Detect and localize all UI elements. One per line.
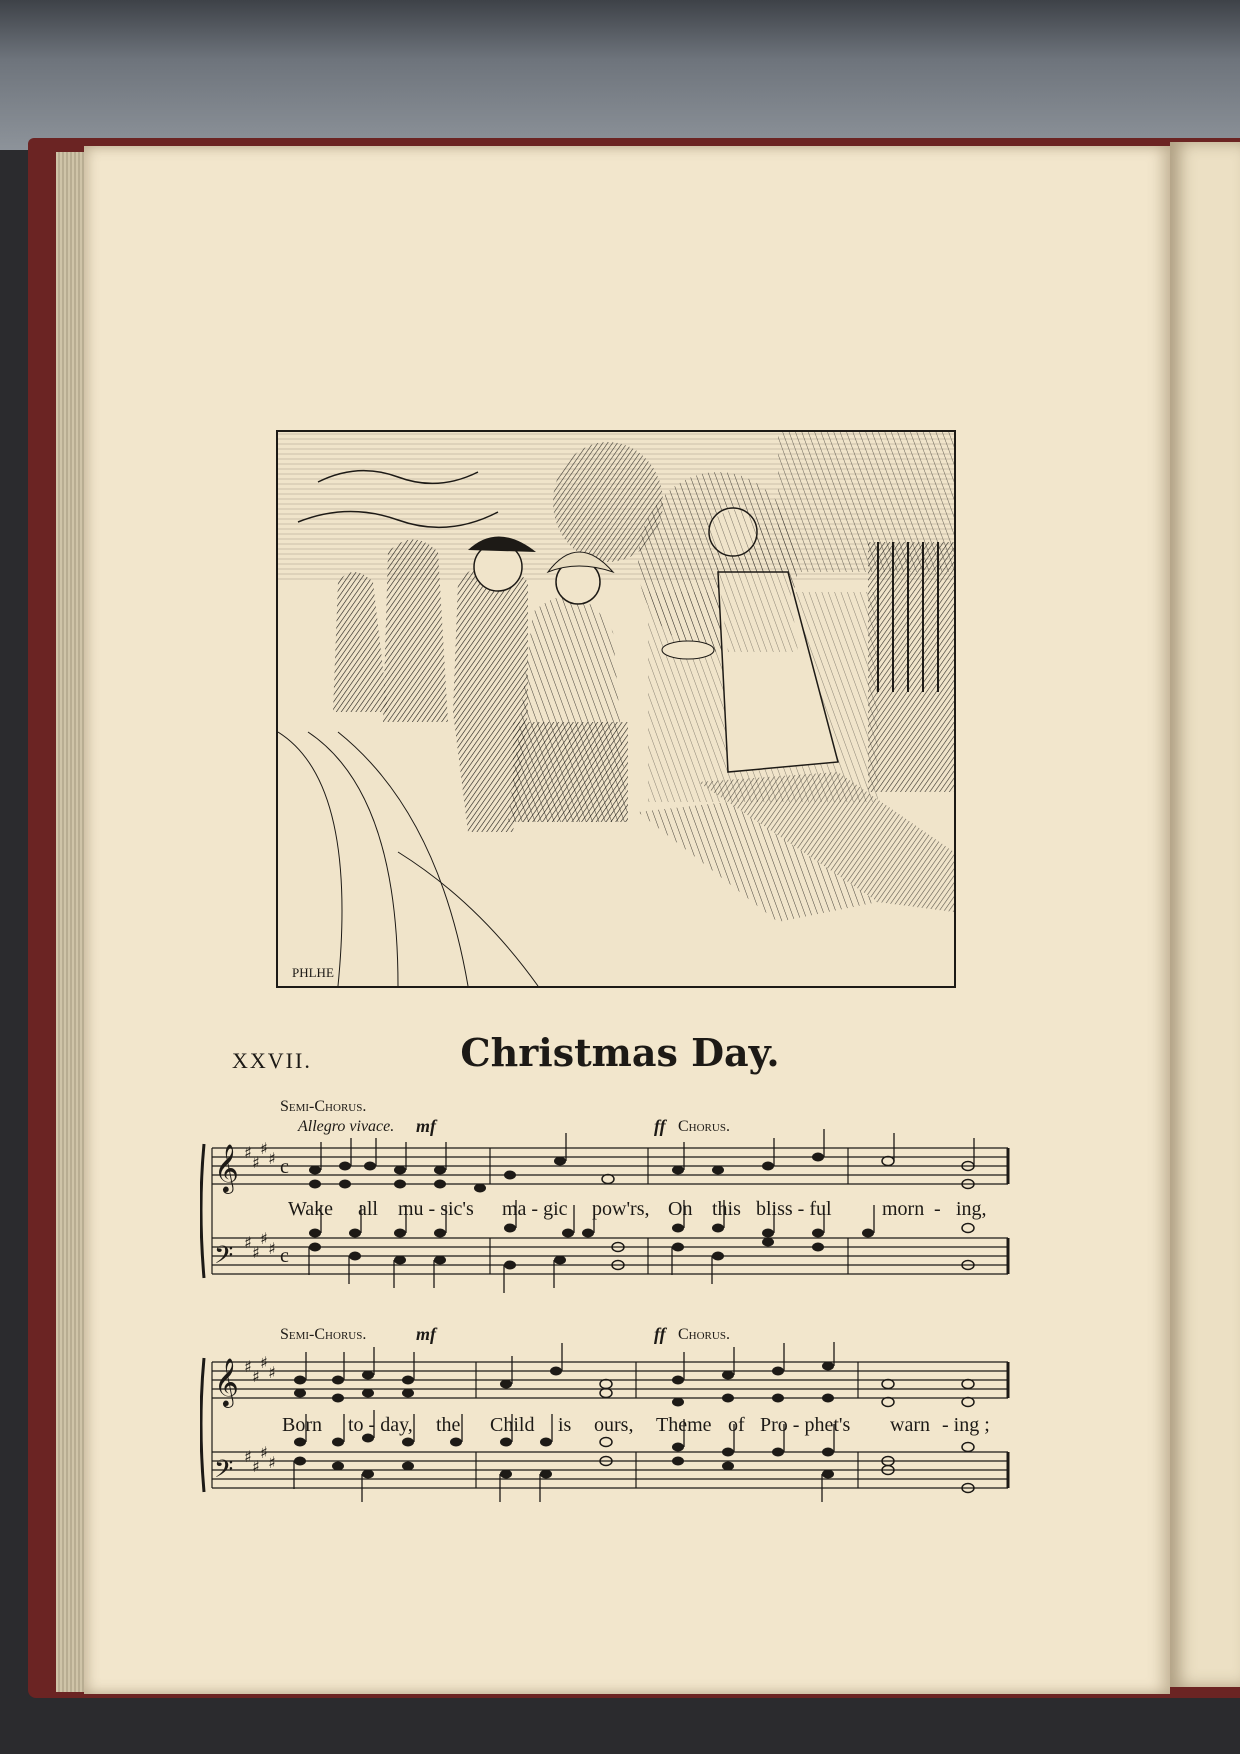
svg-text:♯: ♯ (244, 1357, 252, 1376)
dynamic-ff: ff (654, 1116, 666, 1136)
lyric-2-9: Pro - phet's (760, 1414, 851, 1436)
svg-text:♯: ♯ (244, 1143, 252, 1162)
tempo-marking: Allegro vivace. (298, 1118, 395, 1135)
svg-text:♯: ♯ (268, 1239, 276, 1258)
lyric-2-11: - ing ; (942, 1414, 990, 1436)
lyric-1: Wake (288, 1198, 334, 1220)
svg-text:♯: ♯ (260, 1353, 268, 1372)
svg-text:♯: ♯ (268, 1149, 276, 1168)
lyric-5: pow'rs, (592, 1198, 650, 1220)
svg-text:♯: ♯ (268, 1363, 276, 1382)
svg-text:c: c (280, 1156, 289, 1178)
artist-signature: PHLHE (292, 965, 334, 980)
svg-text:♯: ♯ (260, 1229, 268, 1248)
lyric-2-2: to - day, (348, 1414, 413, 1436)
chorus-label: Chorus. (678, 1118, 730, 1135)
svg-text:♯: ♯ (252, 1243, 260, 1262)
lyric-6: On (668, 1198, 693, 1220)
lyric-4: ma - gic (502, 1198, 568, 1220)
svg-text:𝄢: 𝄢 (214, 1241, 234, 1276)
engraving-illustration (276, 430, 956, 988)
svg-text:♯: ♯ (260, 1443, 268, 1462)
lyric-2-3: the (436, 1414, 461, 1436)
lyric-2-5: is (558, 1414, 572, 1436)
lyric-2-10: warn (890, 1414, 930, 1436)
lyric-2-7: Theme (656, 1414, 712, 1436)
svg-text:𝄞: 𝄞 (214, 1143, 239, 1192)
dynamic-mf: mf (416, 1116, 436, 1136)
lyric-2-4: Child (490, 1414, 535, 1436)
lyric-11: ing, (956, 1198, 987, 1220)
lyric-2-6: ours, (594, 1414, 634, 1436)
dynamic-ff-2: ff (654, 1324, 666, 1344)
svg-text:♯: ♯ (252, 1153, 260, 1172)
svg-text:c: c (280, 1245, 289, 1267)
svg-text:♯: ♯ (244, 1447, 252, 1466)
svg-text:𝄢: 𝄢 (214, 1455, 234, 1490)
svg-text:♯: ♯ (260, 1139, 268, 1158)
lyric-2: all (358, 1198, 378, 1220)
lyric-3: mu - sic's (398, 1198, 474, 1220)
lyric-2-1: Born (282, 1414, 322, 1436)
lyric-7: this (712, 1198, 741, 1220)
plate-number: XXVII. (232, 1048, 312, 1073)
sheet-music (200, 1098, 1020, 1528)
svg-text:♯: ♯ (268, 1453, 276, 1472)
svg-text:♯: ♯ (244, 1233, 252, 1252)
svg-text:♯: ♯ (252, 1367, 260, 1386)
semi-chorus-label: Semi-Chorus. (280, 1098, 367, 1115)
facing-page (1170, 142, 1240, 1687)
song-title: Christmas Day. (460, 1030, 780, 1075)
chorus-label-2: Chorus. (678, 1326, 730, 1343)
lyric-2-8: of (728, 1414, 745, 1436)
background-wall (0, 0, 1240, 150)
semi-chorus-label-2: Semi-Chorus. (280, 1326, 367, 1343)
dynamic-mf-2: mf (416, 1324, 436, 1344)
lyric-8: bliss - ful (756, 1198, 832, 1220)
lyric-10: - (934, 1198, 941, 1220)
svg-text:♯: ♯ (252, 1457, 260, 1476)
svg-text:𝄞: 𝄞 (214, 1357, 239, 1406)
lyric-9: morn (882, 1198, 925, 1220)
